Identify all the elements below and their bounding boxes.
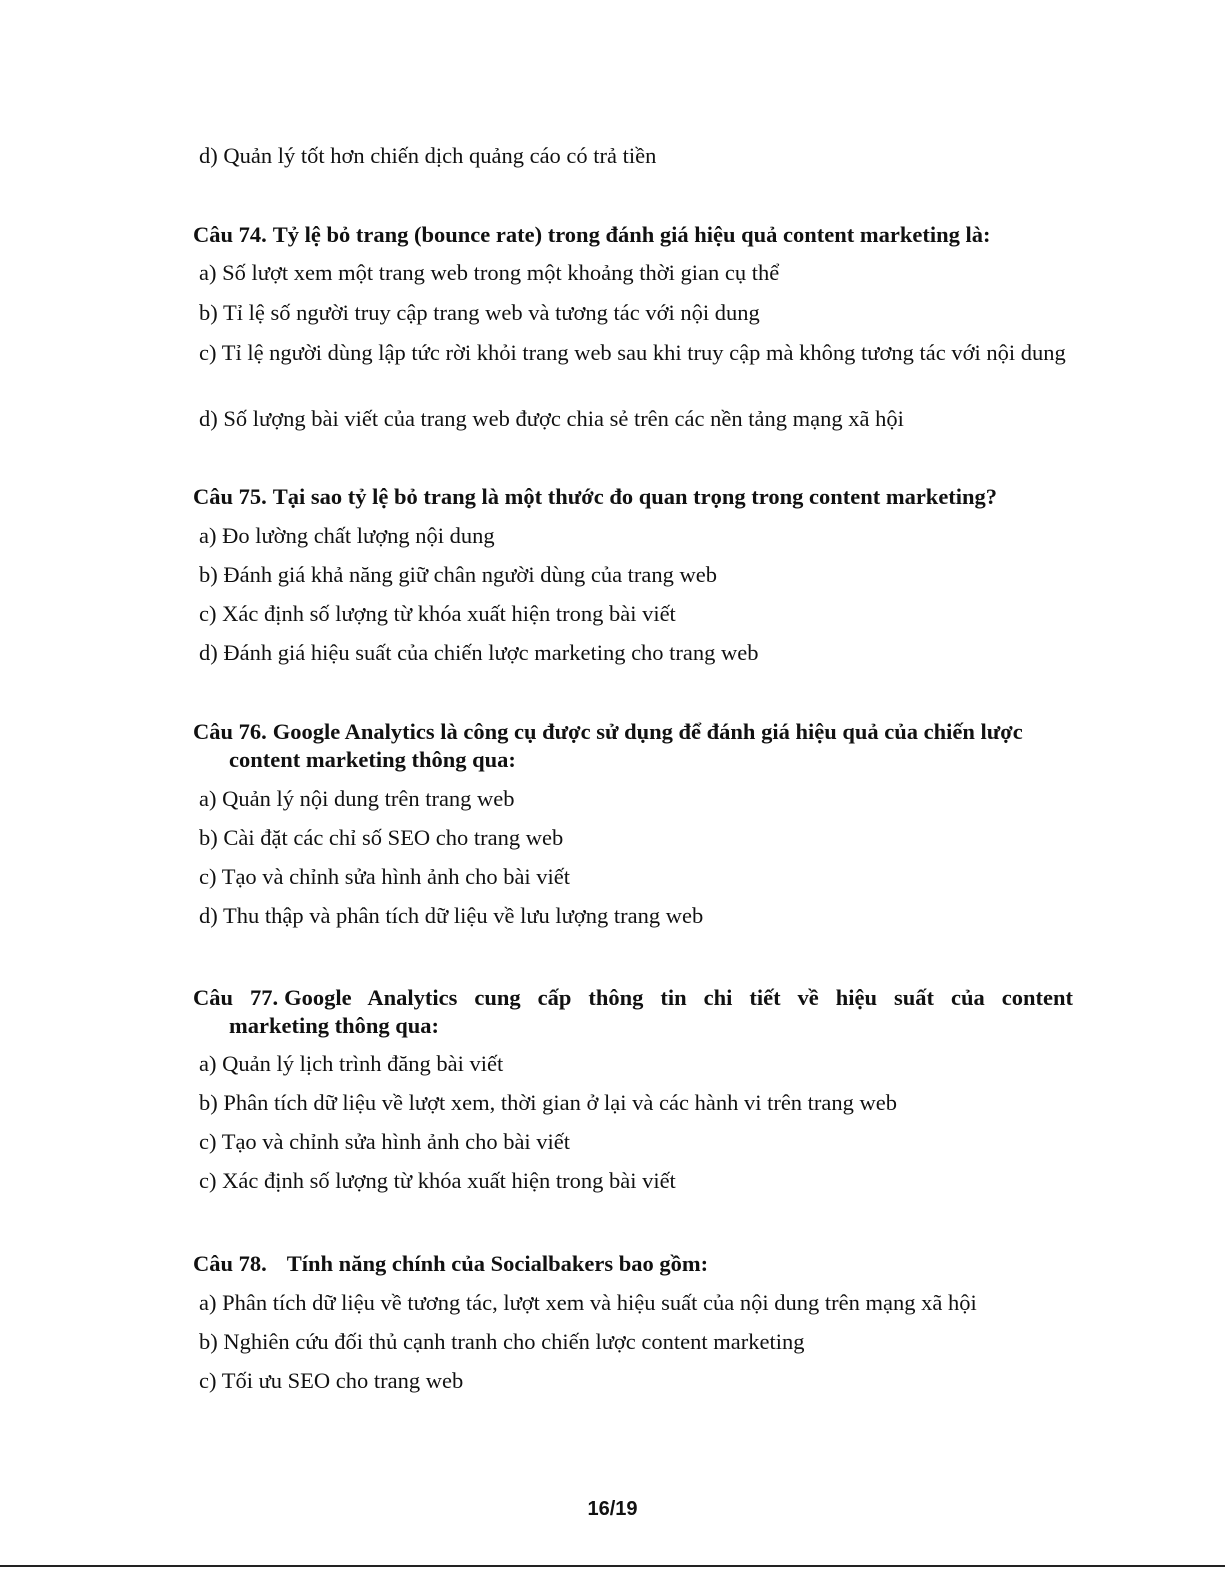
q74-option-a: a) Số lượt xem một trang web trong một khoảng thời gian cụ thể: [199, 260, 780, 285]
question-76: [193, 718, 1073, 774]
q77-option-c: c) Tạo và chỉnh sửa hình ảnh cho bài viết: [199, 1129, 571, 1154]
q75-option-b: b) Đánh giá khả năng giữ chân người dùng của trang web: [199, 562, 718, 587]
question-label: Câu 77.: [193, 985, 279, 1010]
question-text-line1: Google Analytics là công cụ được sử dụng để đánh giá hiệu quả của chiến lược: [272, 719, 1023, 744]
q75-option-a: a) Đo lường chất lượng nội dung: [199, 523, 495, 548]
question-text: Tại sao tỷ lệ bỏ trang là một thước đo quan trọng trong content marketing?: [272, 484, 998, 509]
question-77: [193, 984, 1073, 1040]
question-text: Tính năng chính của Socialbakers bao gồm:: [286, 1251, 709, 1276]
q78-option-b: b) Nghiên cứu đối thủ cạnh tranh cho chiến lược content marketing: [199, 1329, 805, 1354]
q78-option-a: a) Phân tích dữ liệu về tương tác, lượt xem và hiệu suất của nội dung trên mạng xã hội: [199, 1290, 977, 1315]
question-label: Câu 74.: [193, 222, 267, 247]
question-text-line2: content marketing thông qua:: [229, 747, 516, 772]
question-text: Tỷ lệ bỏ trang (bounce rate) trong đánh giá hiệu quả content marketing là:: [272, 222, 991, 247]
q76-option-d: d) Thu thập và phân tích dữ liệu về lưu lượng trang web: [199, 903, 704, 928]
previous-question-option-d: d) Quản lý tốt hơn chiến dịch quảng cáo có trả tiền: [199, 143, 657, 168]
page-number: 16/19: [587, 1498, 638, 1520]
question-label: Câu 76.: [193, 719, 267, 744]
page-bottom-divider: [0, 1565, 1225, 1567]
q76-option-c: c) Tạo và chỉnh sửa hình ảnh cho bài viết: [199, 864, 571, 889]
q74-option-c: c) Tỉ lệ người dùng lập tức rời khỏi trang web sau khi truy cập mà không tương tác với nội dung: [199, 340, 1066, 365]
q77-option-d: c) Xác định số lượng từ khóa xuất hiện trong bài viết: [199, 1168, 676, 1193]
question-74: [193, 221, 1073, 249]
q74-option-b: b) Tỉ lệ số người truy cập trang web và tương tác với nội dung: [199, 300, 760, 325]
q77-option-a: a) Quản lý lịch trình đăng bài viết: [199, 1051, 504, 1076]
q75-option-c: c) Xác định số lượng từ khóa xuất hiện trong bài viết: [199, 601, 676, 626]
question-text-line2: marketing thông qua:: [229, 1013, 440, 1038]
question-label: Câu 78.: [193, 1251, 267, 1276]
question-75: [193, 483, 1073, 511]
q77-option-b: b) Phân tích dữ liệu về lượt xem, thời gian ở lại và các hành vi trên trang web: [199, 1090, 898, 1115]
q75-option-d: d) Đánh giá hiệu suất của chiến lược marketing cho trang web: [199, 640, 759, 665]
q76-option-a: a) Quản lý nội dung trên trang web: [199, 786, 515, 811]
q74-option-d: d) Số lượng bài viết của trang web được chia sẻ trên các nền tảng mạng xã hội: [199, 406, 904, 431]
question-label: Câu 75.: [193, 484, 267, 509]
question-text-line1: Google Analytics cung cấp thông tin chi tiết về hiệu suất của content: [284, 985, 1074, 1010]
q78-option-c: c) Tối ưu SEO cho trang web: [199, 1368, 464, 1393]
question-78: [193, 1250, 1073, 1278]
q76-option-b: b) Cài đặt các chỉ số SEO cho trang web: [199, 825, 564, 850]
